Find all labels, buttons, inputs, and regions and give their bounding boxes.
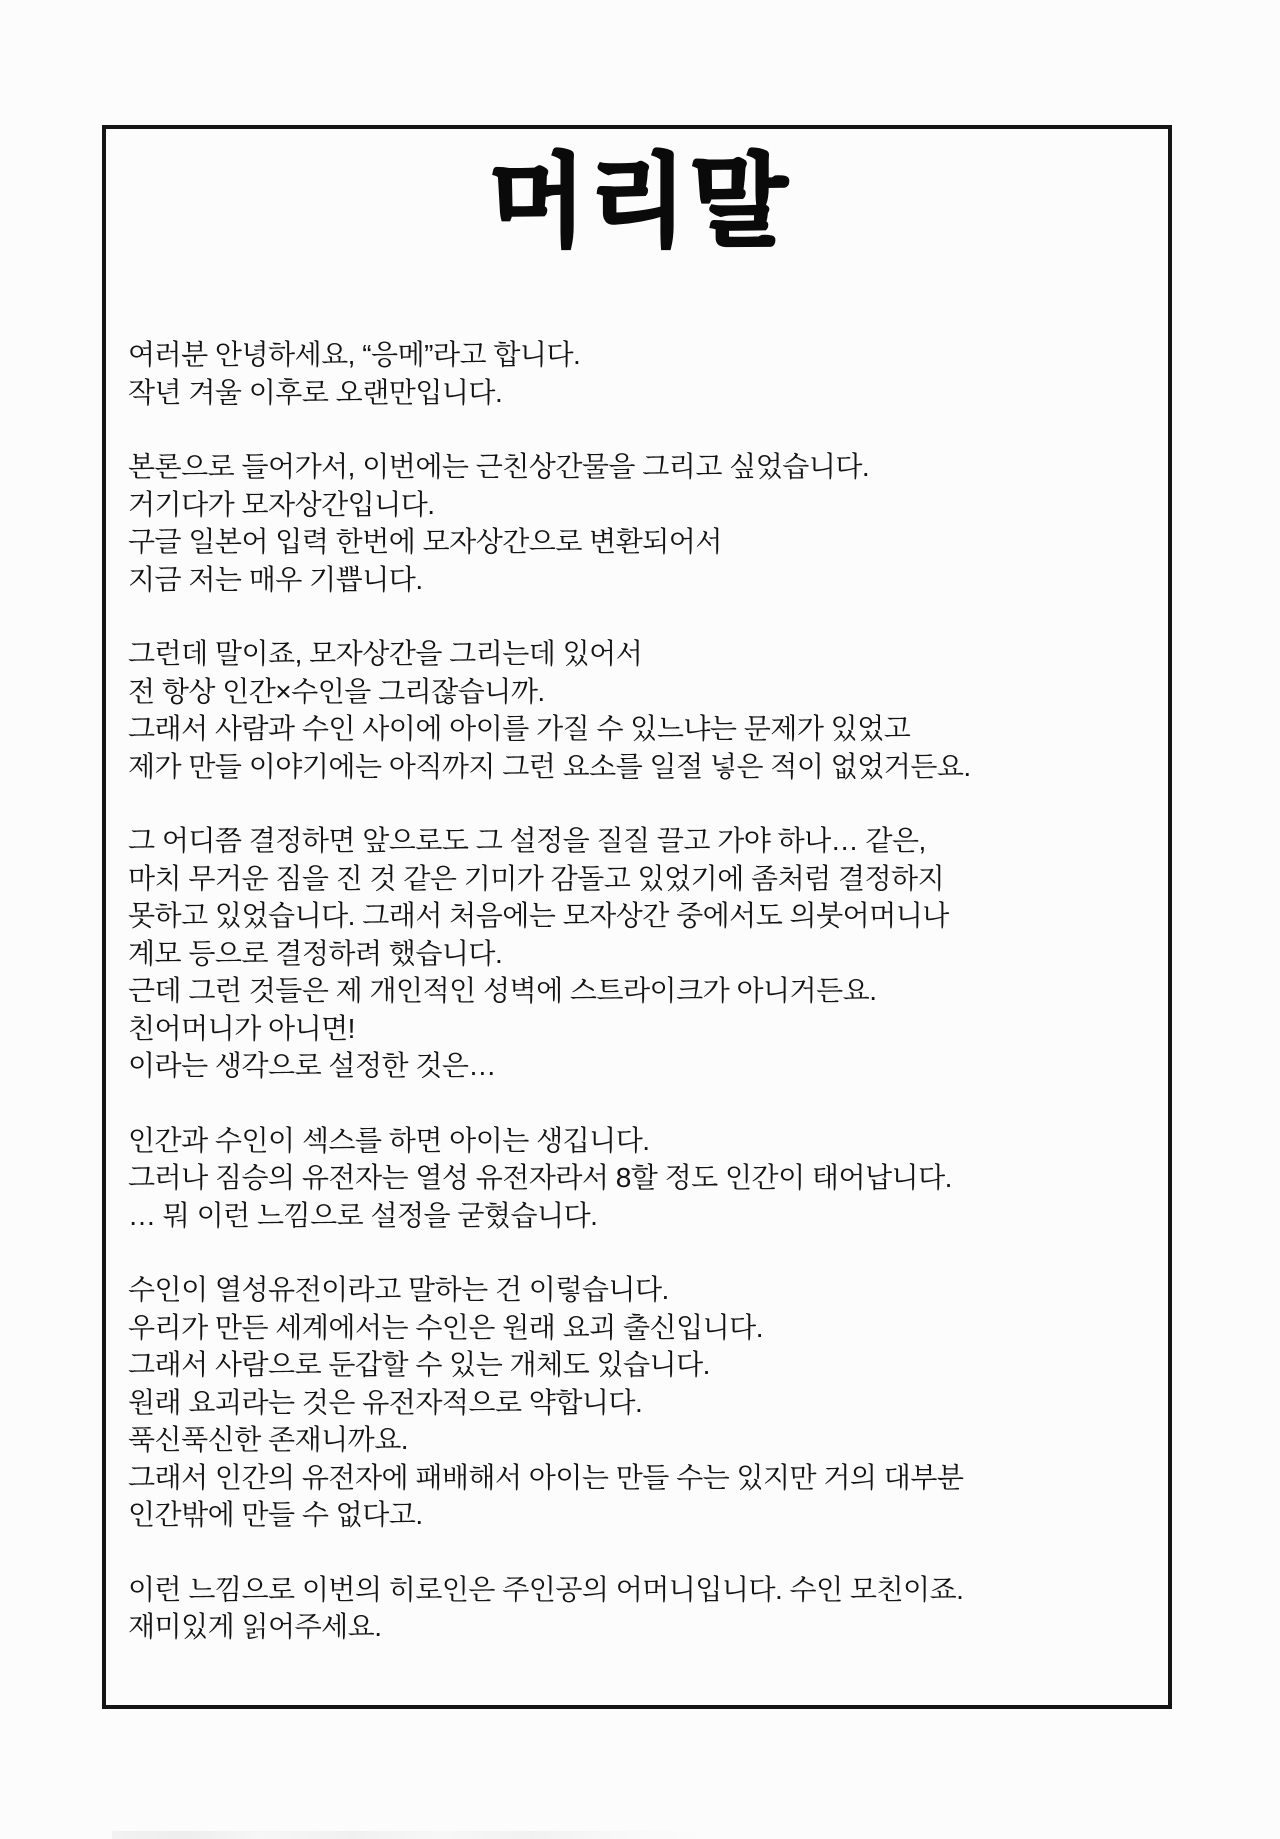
text-line: 인간밖에 만들 수 없다고. — [128, 1499, 423, 1530]
text-line: 그래서 사람으로 둔갑할 수 있는 개체도 있습니다. — [128, 1349, 710, 1380]
text-line: 근데 그런 것들은 제 개인적인 성벽에 스트라이크가 아니거든요. — [128, 975, 877, 1006]
paragraph — [128, 822, 1168, 1085]
text-line: 지금 저는 매우 기쁩니다. — [128, 563, 423, 595]
foreword-body — [128, 336, 1168, 1683]
text-line: 작년 겨울 이후로 오랜만입니다. — [128, 376, 503, 408]
text-line: 여러분 안녕하세요, “응메”라고 합니다. — [128, 339, 581, 370]
text-line: 그 어디쯤 결정하면 앞으로도 그 설정을 질질 끌고 가야 하나… 같은, — [128, 825, 926, 856]
paragraph — [128, 1571, 1168, 1646]
text-line: 원래 요괴라는 것은 유전자적으로 약합니다. — [128, 1386, 643, 1418]
text-line: 그래서 인간의 유전자에 패배해서 아이는 만들 수는 있지만 거의 대부분 — [128, 1461, 964, 1493]
paragraph — [128, 336, 1168, 411]
text-line: 친어머니가 아니면! — [128, 1012, 355, 1044]
text-line: 우리가 만든 세계에서는 수인은 원래 요괴 출신입니다. — [128, 1311, 764, 1343]
paragraph — [128, 1271, 1168, 1534]
scan-noise-strip — [112, 1831, 712, 1839]
paragraph — [128, 1122, 1168, 1235]
text-line: 못하고 있었습니다. 그래서 처음에는 모자상간 중에서도 의붓어머니나 — [128, 900, 949, 931]
text-line: … 뭐 이런 느낌으로 설정을 굳혔습니다. — [128, 1199, 598, 1231]
text-line: 그런데 말이죠, 모자상간을 그리는데 있어서 — [128, 638, 643, 669]
page-title: 머리말 — [489, 146, 791, 258]
text-line: 구글 일본어 입력 한번에 모자상간으로 변환되어서 — [128, 526, 722, 557]
text-line: 계모 등으로 결정하려 했습니다. — [128, 937, 503, 969]
text-line: 제가 만들 이야기에는 아직까지 그런 요소를 일절 넣은 적이 없었거든요. — [128, 750, 971, 782]
text-line: 그러나 짐승의 유전자는 열성 유전자라서 8할 정도 인간이 태어납니다. — [128, 1162, 952, 1193]
paragraph — [128, 635, 1168, 785]
text-line: 이런 느낌으로 이번의 히로인은 주인공의 어머니입니다. 수인 모친이죠. — [128, 1573, 964, 1605]
text-line: 푹신푹신한 존재니까요. — [128, 1424, 409, 1455]
text-line: 이라는 생각으로 설정한 것은… — [128, 1050, 496, 1081]
text-line: 본론으로 들어가서, 이번에는 근친상간물을 그리고 싶었습니다. — [128, 451, 870, 482]
text-line: 전 항상 인간×수인을 그리잖습니까. — [128, 675, 545, 707]
text-line: 재미있게 읽어주세요. — [128, 1611, 382, 1642]
text-line: 그래서 사람과 수인 사이에 아이를 가질 수 있느냐는 문제가 있었고 — [128, 713, 911, 744]
text-line: 마치 무거운 짐을 진 것 같은 기미가 감돌고 있었기에 좀처럼 결정하지 — [128, 862, 945, 894]
paragraph — [128, 448, 1168, 598]
text-line: 인간과 수인이 섹스를 하면 아이는 생깁니다. — [128, 1124, 650, 1156]
text-line: 거기다가 모자상간입니다. — [128, 488, 435, 520]
text-line: 수인이 열성유전이라고 말하는 건 이렇습니다. — [128, 1274, 669, 1305]
